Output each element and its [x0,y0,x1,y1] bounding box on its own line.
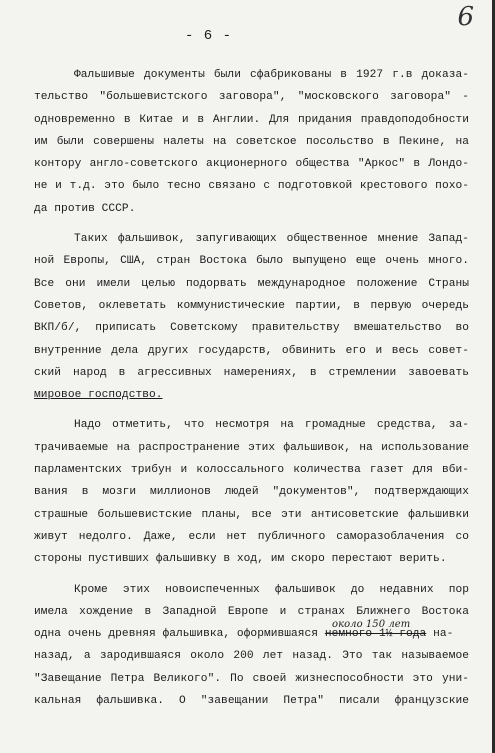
text-line: ский народ в агрессивных намерениях, в стремлении завоевать [34,366,469,379]
text-line: трачиваемые на распространение этих фальшивок, на использование [34,441,469,454]
text-line: внутренние дела других государств, обвинить его и весь совет- [34,344,469,357]
text-line: Таких фальшивок, запугивающих общественное мнение Запад- [74,233,469,246]
text-line: парламентских трибун и колоссального количества газет для вби- [34,464,469,477]
text-line: ной Европы, США, стран Востока было выпущено еще очень много. [34,255,469,268]
text-line: им были совершены налеты на советское посольство в Пекине, на [34,135,469,148]
text-line: контору англо-советского акционерного общества "Аркос" в Лондо- [34,158,469,171]
text-line: вания в мозги миллионов людей "документов", подтверждающих [34,486,469,499]
text-line: имела хождение в Западной Европе и странах Ближнего Востока [34,605,469,618]
text-line: стороны пустивших фальшивку в ход, им скоро перестают верить. [34,553,447,566]
text-line: страшные большевистские планы, все эти антисоветские фальшивки [34,508,469,521]
page-number: - 6 - [185,28,233,44]
text-segment: одна очень древняя фальшивка, оформившаяся [34,628,319,641]
struck-text: немного 1½ года [324,628,427,641]
typed-body [34,64,469,712]
text-line: тельство "большевистского заговора", "московского заговора" - [34,91,469,104]
text-line: Советов, оклеветать коммунистические партии, в первую очередь [34,299,469,312]
text-line: не и т.д. это было тесно связано с подготовкой крестового похо- [34,180,469,193]
handwritten-insertion: около 150 лет [332,619,411,631]
text-line: живут недолго. Даже, если нет публичного саморазоблачения со [34,530,469,543]
text-line: мировое господство. [34,389,163,402]
text-line-with-correction [34,619,469,645]
text-segment: на- [433,628,454,641]
text-line: "Завещание Петра Великого". По своей жизнеспособности это уни- [34,672,469,685]
text-line: одновременно в Китае и в Англии. Для придания правдоподобности [34,113,469,126]
handwritten-page-mark: 6 [457,2,474,32]
text-line: Все они имели целью подорвать международное положение Страны [34,277,469,290]
text-line: Фальшивые документы были сфабрикованы в 1927 г.в доказа- [74,69,469,81]
text-line: да против СССР. [34,202,136,215]
text-line: назад, а зародившаяся около 200 лет назад. Это так называемое [34,650,469,663]
text-line: Кроме этих новоиспеченных фальшивок до недавних пор [74,583,469,596]
text-line: Надо отметить, что несмотря на громадные средства, за- [74,419,469,432]
text-line: ВКП/б/, приписать Советскому правительству вмешательство во [34,322,469,335]
text-line: кальная фальшивка. О "завещании Петра" писали французские [34,695,469,708]
